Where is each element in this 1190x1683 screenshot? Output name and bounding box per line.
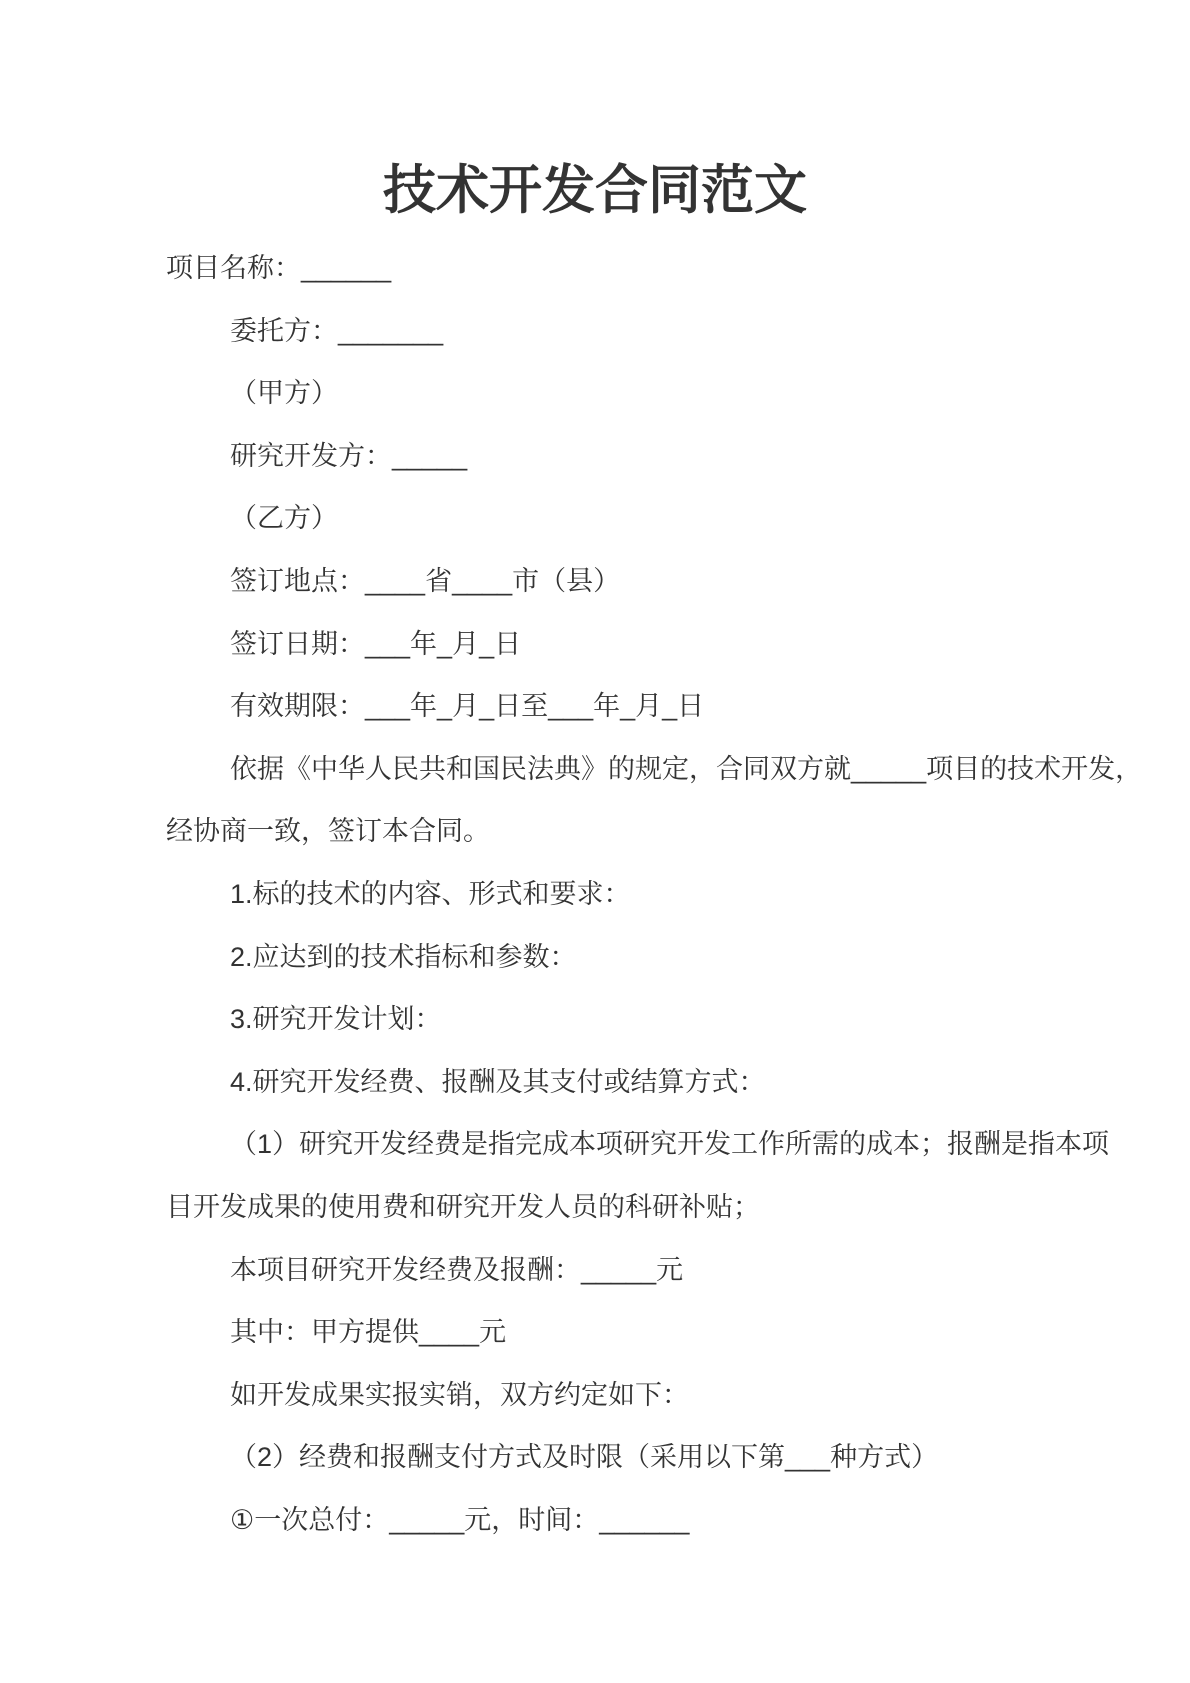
payment-option-1-line: ①一次总付：_____元，时间：______ bbox=[230, 1504, 690, 1535]
validity-period-line: 有效期限：___年_月_日至___年_月_日 bbox=[230, 691, 705, 722]
party-a-label: （甲方） bbox=[230, 378, 338, 409]
signing-place-line: 签订地点：____省____市（县） bbox=[230, 565, 621, 596]
entrusting-party-line: 委托方：_______ bbox=[230, 315, 444, 346]
clause-4-2-line: （2）经费和报酬支付方式及时限（采用以下第___种方式） bbox=[230, 1442, 939, 1473]
clause-4-1-line-1: （1）研究开发经费是指完成本项研究开发工作所需的成本；报酬是指本项 bbox=[230, 1129, 1110, 1160]
clause-4-1-line-2: 目开发成果的使用费和研究开发人员的科研补贴； bbox=[166, 1191, 760, 1222]
clause-2-line: 2.应达到的技术指标和参数： bbox=[230, 941, 577, 972]
document-body bbox=[0, 237, 1190, 1551]
funding-party-a-line: 其中：甲方提供____元 bbox=[230, 1317, 507, 1348]
project-name-line: 项目名称：______ bbox=[166, 253, 392, 283]
document-title: 技术开发合同范文 bbox=[383, 161, 807, 220]
signing-date-line: 签订日期：___年_月_日 bbox=[230, 628, 522, 659]
research-developer-line: 研究开发方：_____ bbox=[230, 440, 468, 471]
party-b-label: （乙方） bbox=[230, 503, 338, 534]
reimbursement-line: 如开发成果实报实销，双方约定如下： bbox=[230, 1379, 689, 1410]
preamble-line-2: 经协商一致，签订本合同。 bbox=[166, 816, 490, 847]
funding-total-line: 本项目研究开发经费及报酬：_____元 bbox=[230, 1254, 684, 1285]
clause-1-line: 1.标的技术的内容、形式和要求： bbox=[230, 878, 631, 909]
preamble-line-1: 依据《中华人民共和国民法典》的规定，合同双方就_____项目的技术开发， bbox=[230, 753, 1143, 784]
clause-3-line: 3.研究开发计划： bbox=[230, 1004, 442, 1035]
clause-4-line: 4.研究开发经费、报酬及其支付或结算方式： bbox=[230, 1066, 766, 1097]
